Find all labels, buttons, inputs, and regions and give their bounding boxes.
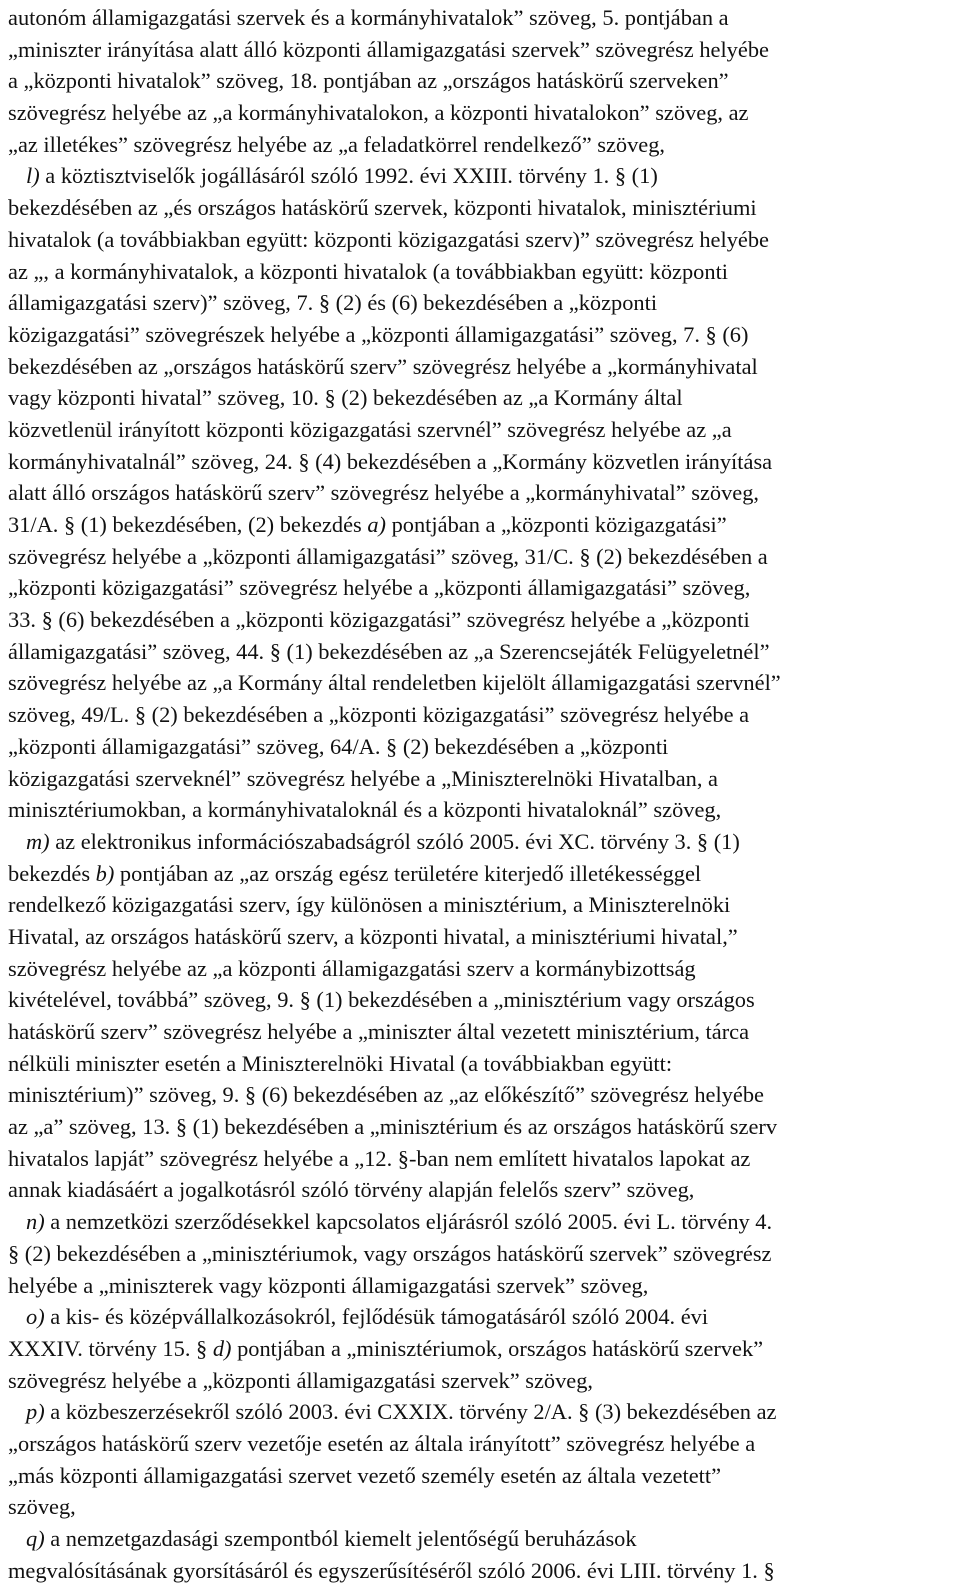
text-segment: vagy központi hivatal” szöveg, 10. § (2) bekezdésében az „a Kormány által — [8, 385, 683, 411]
text-segment: hivatalos lapját” szövegrész helyébe a „12. §-ban nem említett hivatalos lapokat az — [8, 1145, 751, 1171]
text-segment: bekezdésében az „és országos hatáskörű szervek, központi hivatalok, minisztériumi — [8, 195, 757, 221]
text-segment: a „központi hivatalok” szöveg, 18. pontjában az „országos hatáskörű szerveken” — [8, 68, 729, 94]
text-segment: minisztérium)” szöveg, 9. § (6) bekezdésében az „az előkészítő” szövegrész helyébe — [8, 1082, 764, 1108]
text-segment: szövegrész helyébe az „a központi államigazgatási szerv a kormánybizottság — [8, 955, 696, 981]
text-segment: szöveg, — [8, 1494, 76, 1520]
text-line — [8, 1460, 952, 1492]
text-segment: autonóm államigazgatási szervek és a kormányhivatalok” szöveg, 5. pontjában a — [8, 5, 729, 30]
text-segment: államigazgatási” szöveg, 44. § (1) bekezdésében az „a Szerencsejáték Felügyeletnél” — [8, 638, 770, 664]
text-segment: annak kiadásáért a jogalkotásról szóló törvény alapján felelős szerv” szöveg, — [8, 1177, 695, 1203]
text-segment: „miniszter irányítása alatt álló központi államigazgatási szervek” szövegrész helyébe — [8, 36, 769, 62]
text-line — [8, 1428, 952, 1460]
text-line — [8, 192, 952, 224]
text-line — [8, 382, 952, 414]
text-segment: kormányhivatalnál” szöveg, 24. § (4) bekezdésében a „Kormány közvetlen irányítása — [8, 448, 773, 474]
text-segment: „az illetékes” szövegrész helyébe az „a feladatkörrel rendelkező” szöveg, — [8, 131, 666, 157]
text-line — [8, 572, 952, 604]
text-line — [8, 477, 952, 509]
item-label: b) — [95, 860, 115, 886]
text-segment: a kis- és középvállalkozásokról, fejlődésük támogatásáról szóló 2004. évi — [44, 1304, 709, 1330]
text-segment: „más központi államigazgatási szervet vezető személy esetén az általa vezetett” — [8, 1462, 722, 1488]
text-segment: szöveg, 49/L. § (2) bekezdésében a „központi közigazgatási” szövegrész helyébe a — [8, 702, 750, 728]
item-label: p) — [26, 1399, 45, 1425]
text-segment: szövegrész helyébe az „a kormányhivatalokon, a központi hivatalokon” szöveg, az — [8, 100, 749, 126]
text-line — [8, 1333, 952, 1365]
text-segment: pontjában a „központi közigazgatási” — [386, 512, 727, 537]
text-segment: az „a” szöveg, 13. § (1) bekezdésében a „minisztérium és az országos hatáskörű szerv — [8, 1114, 778, 1140]
text-segment: „központi közigazgatási” szövegrész helyébe a „központi államigazgatási” szöveg, — [8, 575, 751, 601]
text-line — [8, 1523, 952, 1555]
text-segment: Hivatal, az országos hatáskörű szerv, a központi hivatal, a minisztériumi hivatal,” — [8, 923, 738, 949]
text-line — [8, 351, 952, 383]
text-line — [8, 1301, 952, 1333]
item-label: o) — [26, 1304, 45, 1330]
text-segment: minisztériumokban, a kormányhivataloknál és a központi hivataloknál” szöveg, — [8, 797, 722, 823]
item-label: n) — [26, 1209, 45, 1235]
text-segment: szövegrész helyébe a „központi államigazgatási szervek” szöveg, — [8, 1367, 593, 1393]
text-segment: „központi államigazgatási” szöveg, 64/A. § (2) bekezdésében a „központi — [8, 733, 669, 759]
text-segment: közigazgatási szerveknél” szövegrész helyébe a „Miniszterelnöki Hivatalban, a — [8, 765, 718, 791]
text-line — [8, 1396, 952, 1428]
text-line — [8, 858, 952, 890]
text-segment: hivatalok (a továbbiakban együtt: központi közigazgatási szerv)” szövegrész helyébe — [8, 226, 769, 252]
text-segment: szövegrész helyébe a „központi államigazgatási” szöveg, 31/C. § (2) bekezdésében a — [8, 543, 768, 569]
text-segment: megvalósításának gyorsításáról és egyszerűsítéséről szóló 2006. évi LIII. törvény 1. § — [8, 1557, 775, 1583]
text-line — [8, 826, 952, 858]
text-line — [8, 984, 952, 1016]
text-line — [8, 319, 952, 351]
text-segment: közvetlenül irányított központi közigazgatási szervnél” szövegrész helyébe az „a — [8, 416, 732, 442]
text-line — [8, 129, 952, 161]
text-line — [8, 446, 952, 478]
text-line — [8, 953, 952, 985]
text-line — [8, 921, 952, 953]
text-segment: szövegrész helyébe az „a Kormány által rendeletben kijelölt államigazgatási szervnél” — [8, 670, 781, 696]
text-line — [8, 541, 952, 573]
item-label: m) — [26, 828, 50, 854]
text-segment: bekezdésében az „országos hatáskörű szerv” szövegrész helyébe a „kormányhivatal — [8, 353, 758, 379]
text-line — [8, 1079, 952, 1111]
text-segment: alatt álló országos hatáskörű szerv” szövegrész helyébe a „kormányhivatal” szöveg, — [8, 480, 760, 506]
text-line — [8, 509, 952, 541]
text-line — [8, 1016, 952, 1048]
text-segment: közigazgatási” szövegrészek helyébe a „központi államigazgatási” szöveg, 7. § (6) — [8, 321, 749, 347]
text-line — [8, 1143, 952, 1175]
text-line — [8, 65, 952, 97]
text-segment: az „, a kormányhivatalok, a központi hivatalok (a továbbiakban együtt: központi — [8, 258, 729, 284]
text-line — [8, 889, 952, 921]
text-line — [8, 1174, 952, 1206]
text-segment: pontjában az „az ország egész területére kiterjedő illetékességgel — [114, 860, 702, 886]
item-label: a) — [367, 512, 386, 537]
item-label: d) — [212, 1335, 232, 1361]
text-segment: bekezdés — [8, 860, 96, 886]
text-line — [8, 414, 952, 446]
text-segment: a közbeszerzésekről szóló 2003. évi CXXIX. törvény 2/A. § (3) bekezdésében az — [44, 1399, 777, 1425]
text-line — [8, 1048, 952, 1080]
text-line — [8, 763, 952, 795]
text-segment: államigazgatási szerv)” szöveg, 7. § (2) és (6) bekezdésében a „központi — [8, 290, 658, 316]
text-line — [8, 287, 952, 319]
text-line — [8, 667, 952, 699]
text-segment: 33. § (6) bekezdésében a „központi közigazgatási” szövegrész helyébe a „központi — [8, 607, 750, 633]
text-line — [8, 1270, 952, 1302]
text-line — [8, 636, 952, 668]
text-line — [8, 2, 952, 34]
text-segment: rendelkező közigazgatási szerv, így különösen a minisztérium, a Miniszterelnöki — [8, 892, 731, 918]
text-line — [8, 1365, 952, 1397]
text-line — [8, 731, 952, 763]
text-segment: pontjában a „minisztériumok, országos hatáskörű szervek” — [231, 1335, 764, 1361]
text-segment: hatáskörű szerv” szövegrész helyébe a „miniszter által vezetett minisztérium, tárca — [8, 1019, 750, 1044]
text-line — [8, 1111, 952, 1143]
text-line — [8, 699, 952, 731]
text-line — [8, 160, 952, 192]
item-label: q) — [26, 1526, 45, 1551]
text-line — [8, 1238, 952, 1270]
text-line — [8, 604, 952, 636]
text-line — [8, 224, 952, 256]
text-line — [8, 1555, 952, 1587]
text-segment: kivételével, továbbá” szöveg, 9. § (1) bekezdésében a „minisztérium vagy országos — [8, 987, 755, 1013]
text-segment: § (2) bekezdésében a „minisztériumok, vagy országos hatáskörű szervek” szövegrész — [8, 1240, 772, 1266]
text-segment: a nemzetközi szerződésekkel kapcsolatos eljárásról szóló 2005. évi L. törvény 4. — [44, 1209, 773, 1235]
text-line — [8, 256, 952, 288]
text-line — [8, 1491, 952, 1523]
text-segment: nélküli miniszter esetén a Miniszterelnöki Hivatal (a továbbiakban együtt: — [8, 1050, 673, 1076]
text-line — [8, 34, 952, 66]
text-segment: az elektronikus információszabadságról szóló 2005. évi XC. törvény 3. § (1) — [49, 828, 740, 854]
text-segment: XXXIV. törvény 15. § — [8, 1335, 213, 1361]
item-label: l) — [26, 163, 40, 189]
text-segment: helyébe a „miniszterek vagy központi államigazgatási szervek” szöveg, — [8, 1272, 649, 1298]
text-segment: 31/A. § (1) bekezdésében, (2) bekezdés — [8, 512, 368, 537]
text-line — [8, 1206, 952, 1238]
text-segment: a köztisztviselők jogállásáról szóló 1992. évi XXIII. törvény 1. § (1) — [39, 163, 658, 189]
text-line — [8, 97, 952, 129]
text-line — [8, 794, 952, 826]
text-segment: „országos hatáskörű szerv vezetője esetén az általa irányított” szövegrész helyébe a — [8, 1430, 756, 1456]
text-segment: a nemzetgazdasági szempontból kiemelt jelentőségű beruházások — [44, 1526, 637, 1551]
